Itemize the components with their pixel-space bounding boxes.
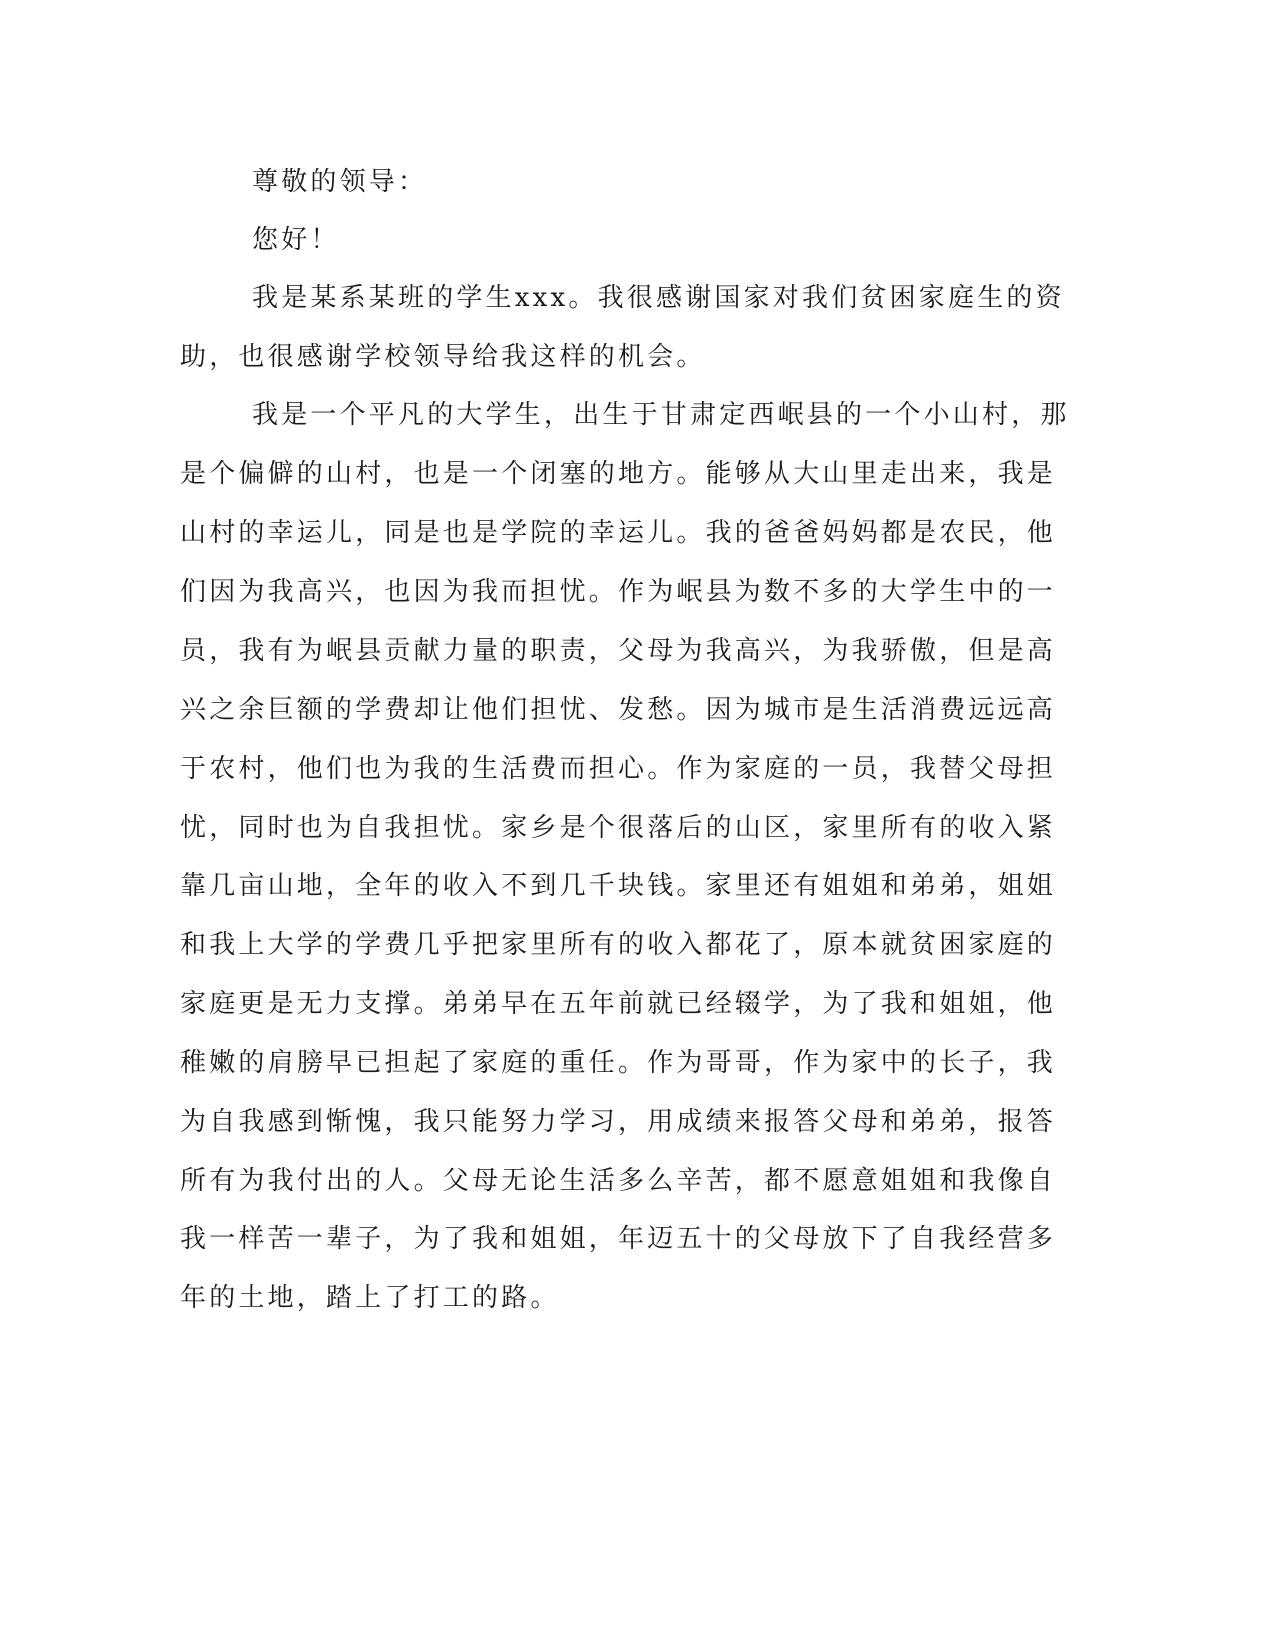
salutation: 尊敬的领导：: [252, 167, 428, 197]
paragraph-2-line-13: 为自我感到惭愧，我只能努力学习，用成绩来报答父母和弟弟，报答: [180, 1107, 1057, 1137]
paragraph-2-line-9: 靠几亩山地，全年的收入不到几千块钱。家里还有姐姐和弟弟，姐姐: [180, 871, 1057, 901]
paragraph-2-line-2: 是个偏僻的山村，也是一个闭塞的地方。能够从大山里走出来，我是: [180, 459, 1057, 489]
paragraph-2-line-16: 年的土地，踏上了打工的路。: [180, 1283, 560, 1313]
greeting: 您好！: [252, 225, 340, 255]
paragraph-2-line-8: 忧，同时也为自我担忧。家乡是个很落后的山区，家里所有的收入紧: [180, 813, 1057, 843]
paragraph-1-line-2: 助，也很感谢学校领导给我这样的机会。: [180, 342, 706, 372]
paragraph-2-line-12: 稚嫩的肩膀早已担起了家庭的重任。作为哥哥，作为家中的长子，我: [180, 1048, 1057, 1078]
paragraph-2-line-3: 山村的幸运儿，同是也是学院的幸运儿。我的爸爸妈妈都是农民，他: [180, 518, 1057, 548]
paragraph-2-line-11: 家庭更是无力支撑。弟弟早在五年前就已经辍学，为了我和姐姐，他: [180, 989, 1057, 1019]
paragraph-2-line-14: 所有为我付出的人。父母无论生活多么辛苦，都不愿意姐姐和我像自: [180, 1166, 1057, 1196]
paragraph-2-line-10: 和我上大学的学费几乎把家里所有的收入都花了，原本就贫困家庭的: [180, 930, 1057, 960]
paragraph-2-line-15: 我一样苦一辈子，为了我和姐姐，年迈五十的父母放下了自我经营多: [180, 1224, 1057, 1254]
paragraph-2-line-6: 兴之余巨额的学费却让他们担忧、发愁。因为城市是生活消费远远高: [180, 695, 1057, 725]
paragraph-2-line-4: 们因为我高兴，也因为我而担忧。作为岷县为数不多的大学生中的一: [180, 577, 1057, 607]
paragraph-2-line-7: 于农村，他们也为我的生活费而担心。作为家庭的一员，我替父母担: [180, 754, 1057, 784]
paragraph-1-line-1: 我是某系某班的学生xxx。我很感谢国家对我们贫困家庭生的资: [252, 283, 1065, 313]
paragraph-2-line-1: 我是一个平凡的大学生，出生于甘肃定西岷县的一个小山村，那: [252, 400, 1070, 430]
paragraph-2-line-5: 员，我有为岷县贡献力量的职责，父母为我高兴，为我骄傲，但是高: [180, 636, 1057, 666]
